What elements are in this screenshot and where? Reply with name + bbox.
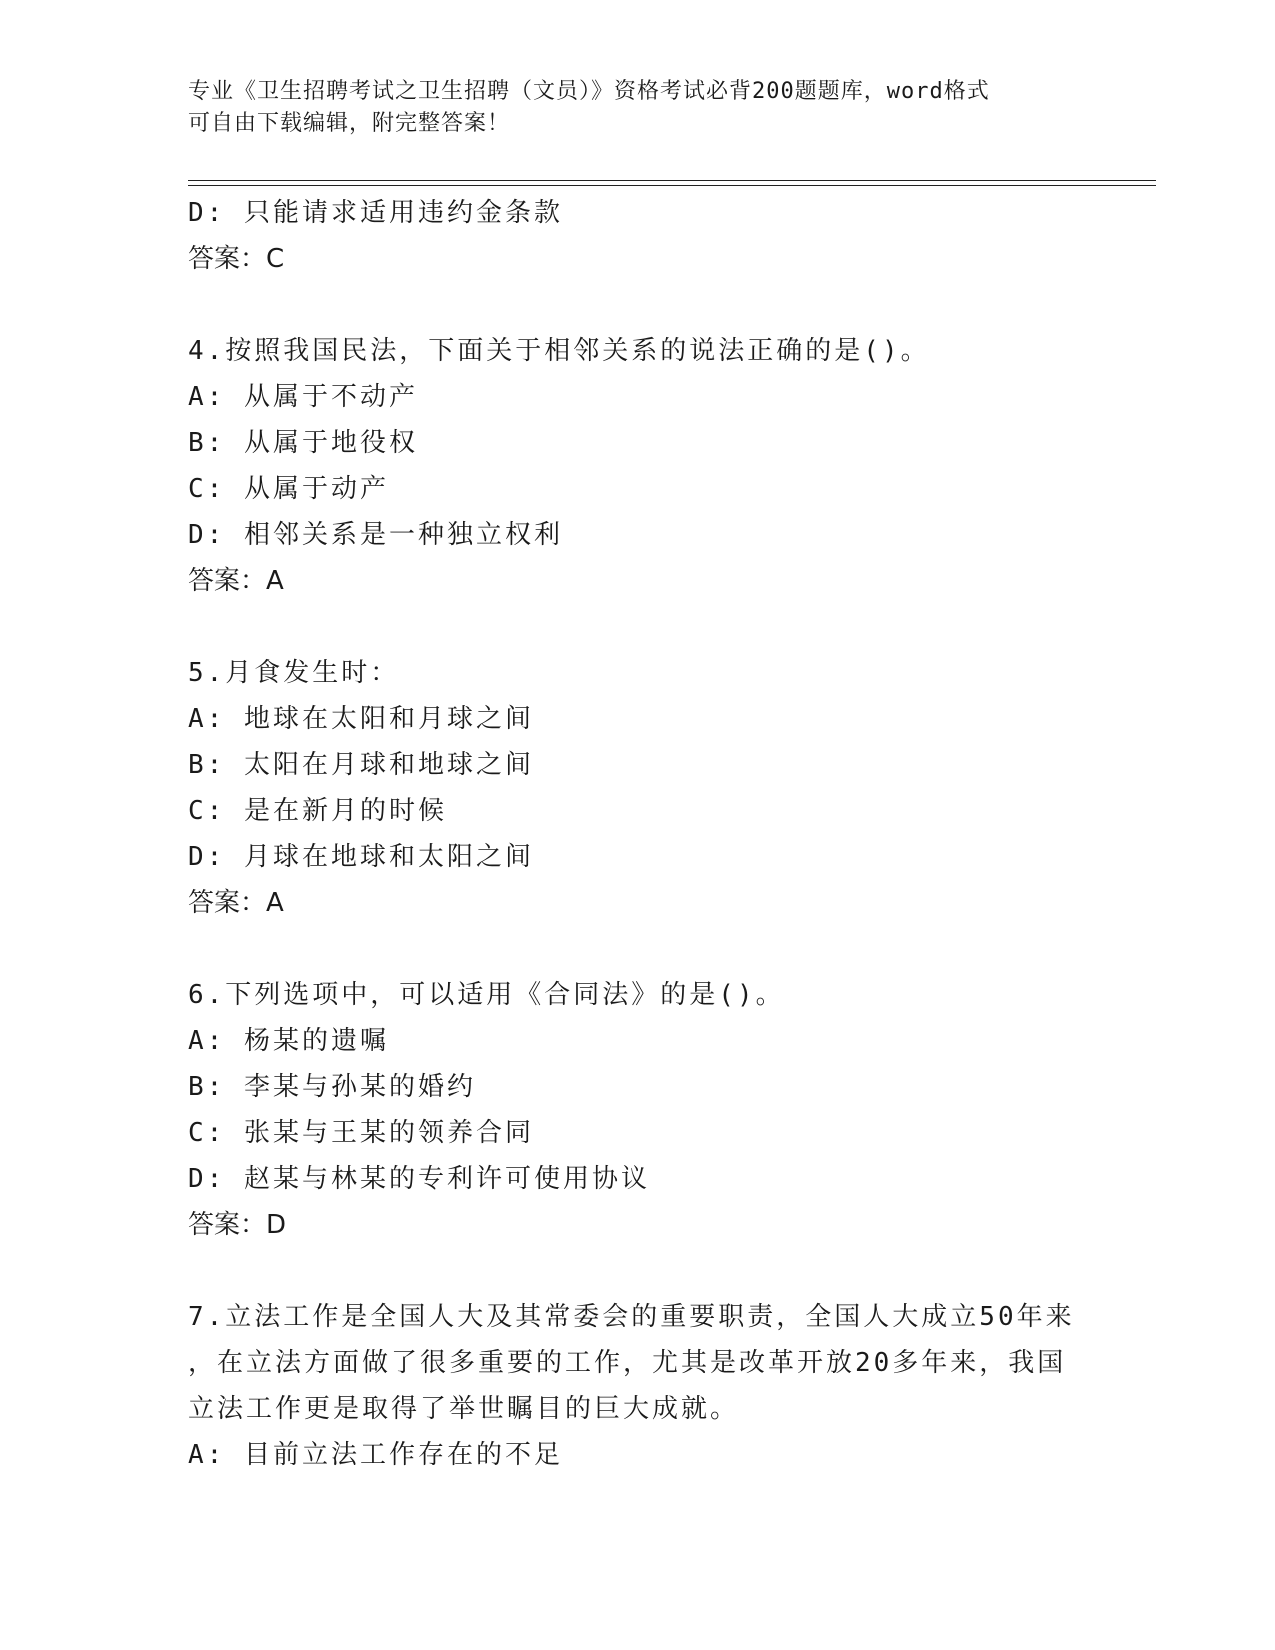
question-stem: 4.按照我国民法，下面关于相邻关系的说法正确的是()。	[188, 336, 930, 366]
option-a: A: 地球在太阳和月球之间	[188, 704, 534, 734]
option-c: C: 从属于动产	[188, 474, 389, 504]
option-a: A: 目前立法工作存在的不足	[188, 1440, 563, 1470]
question-stem: 5.月食发生时：	[188, 658, 400, 688]
question-block-3-tail	[188, 190, 1088, 282]
answer-line: 答案：A	[188, 888, 284, 918]
question-stem-line-3: 立法工作更是取得了举世瞩目的巨大成就。	[188, 1394, 740, 1424]
question-block-6	[188, 972, 1088, 1248]
option-a: A: 从属于不动产	[188, 382, 418, 412]
spacer	[188, 604, 1088, 650]
option-a: A: 杨某的遗嘱	[188, 1026, 389, 1056]
option-d: D: 月球在地球和太阳之间	[188, 842, 534, 872]
option-b: B: 李某与孙某的婚约	[188, 1072, 476, 1102]
spacer	[188, 1248, 1088, 1294]
option-d: D: 只能请求适用违约金条款	[188, 198, 563, 228]
spacer	[188, 926, 1088, 972]
question-block-4	[188, 328, 1088, 604]
option-b: B: 从属于地役权	[188, 428, 418, 458]
answer-line: 答案：C	[188, 244, 285, 274]
option-d: D: 相邻关系是一种独立权利	[188, 520, 563, 550]
question-stem: 6.下列选项中，可以适用《合同法》的是()。	[188, 980, 785, 1010]
option-b: B: 太阳在月球和地球之间	[188, 750, 534, 780]
spacer	[188, 282, 1088, 328]
answer-line: 答案：A	[188, 566, 284, 596]
option-d: D: 赵某与林某的专利许可使用协议	[188, 1164, 650, 1194]
header-divider-bottom	[188, 185, 1156, 186]
header-title-line-2: 可自由下载编辑，附完整答案！	[188, 111, 511, 136]
answer-line: 答案：D	[188, 1210, 287, 1240]
question-block-5	[188, 650, 1088, 926]
header-divider-top	[188, 180, 1156, 181]
question-stem-line-1: 7.立法工作是全国人大及其常委会的重要职责，全国人大成立50年来	[188, 1302, 1075, 1332]
header-title-line-1: 专业《卫生招聘考试之卫生招聘（文员）》资格考试必背200题题库，word格式	[188, 79, 990, 104]
question-stem-line-2: ，在立法方面做了很多重要的工作，尤其是改革开放20多年来，我国	[188, 1348, 1067, 1378]
option-c: C: 是在新月的时候	[188, 796, 447, 826]
question-list	[188, 190, 1088, 1478]
document-header	[188, 76, 1068, 140]
question-block-7	[188, 1294, 1088, 1478]
option-c: C: 张某与王某的领养合同	[188, 1118, 534, 1148]
